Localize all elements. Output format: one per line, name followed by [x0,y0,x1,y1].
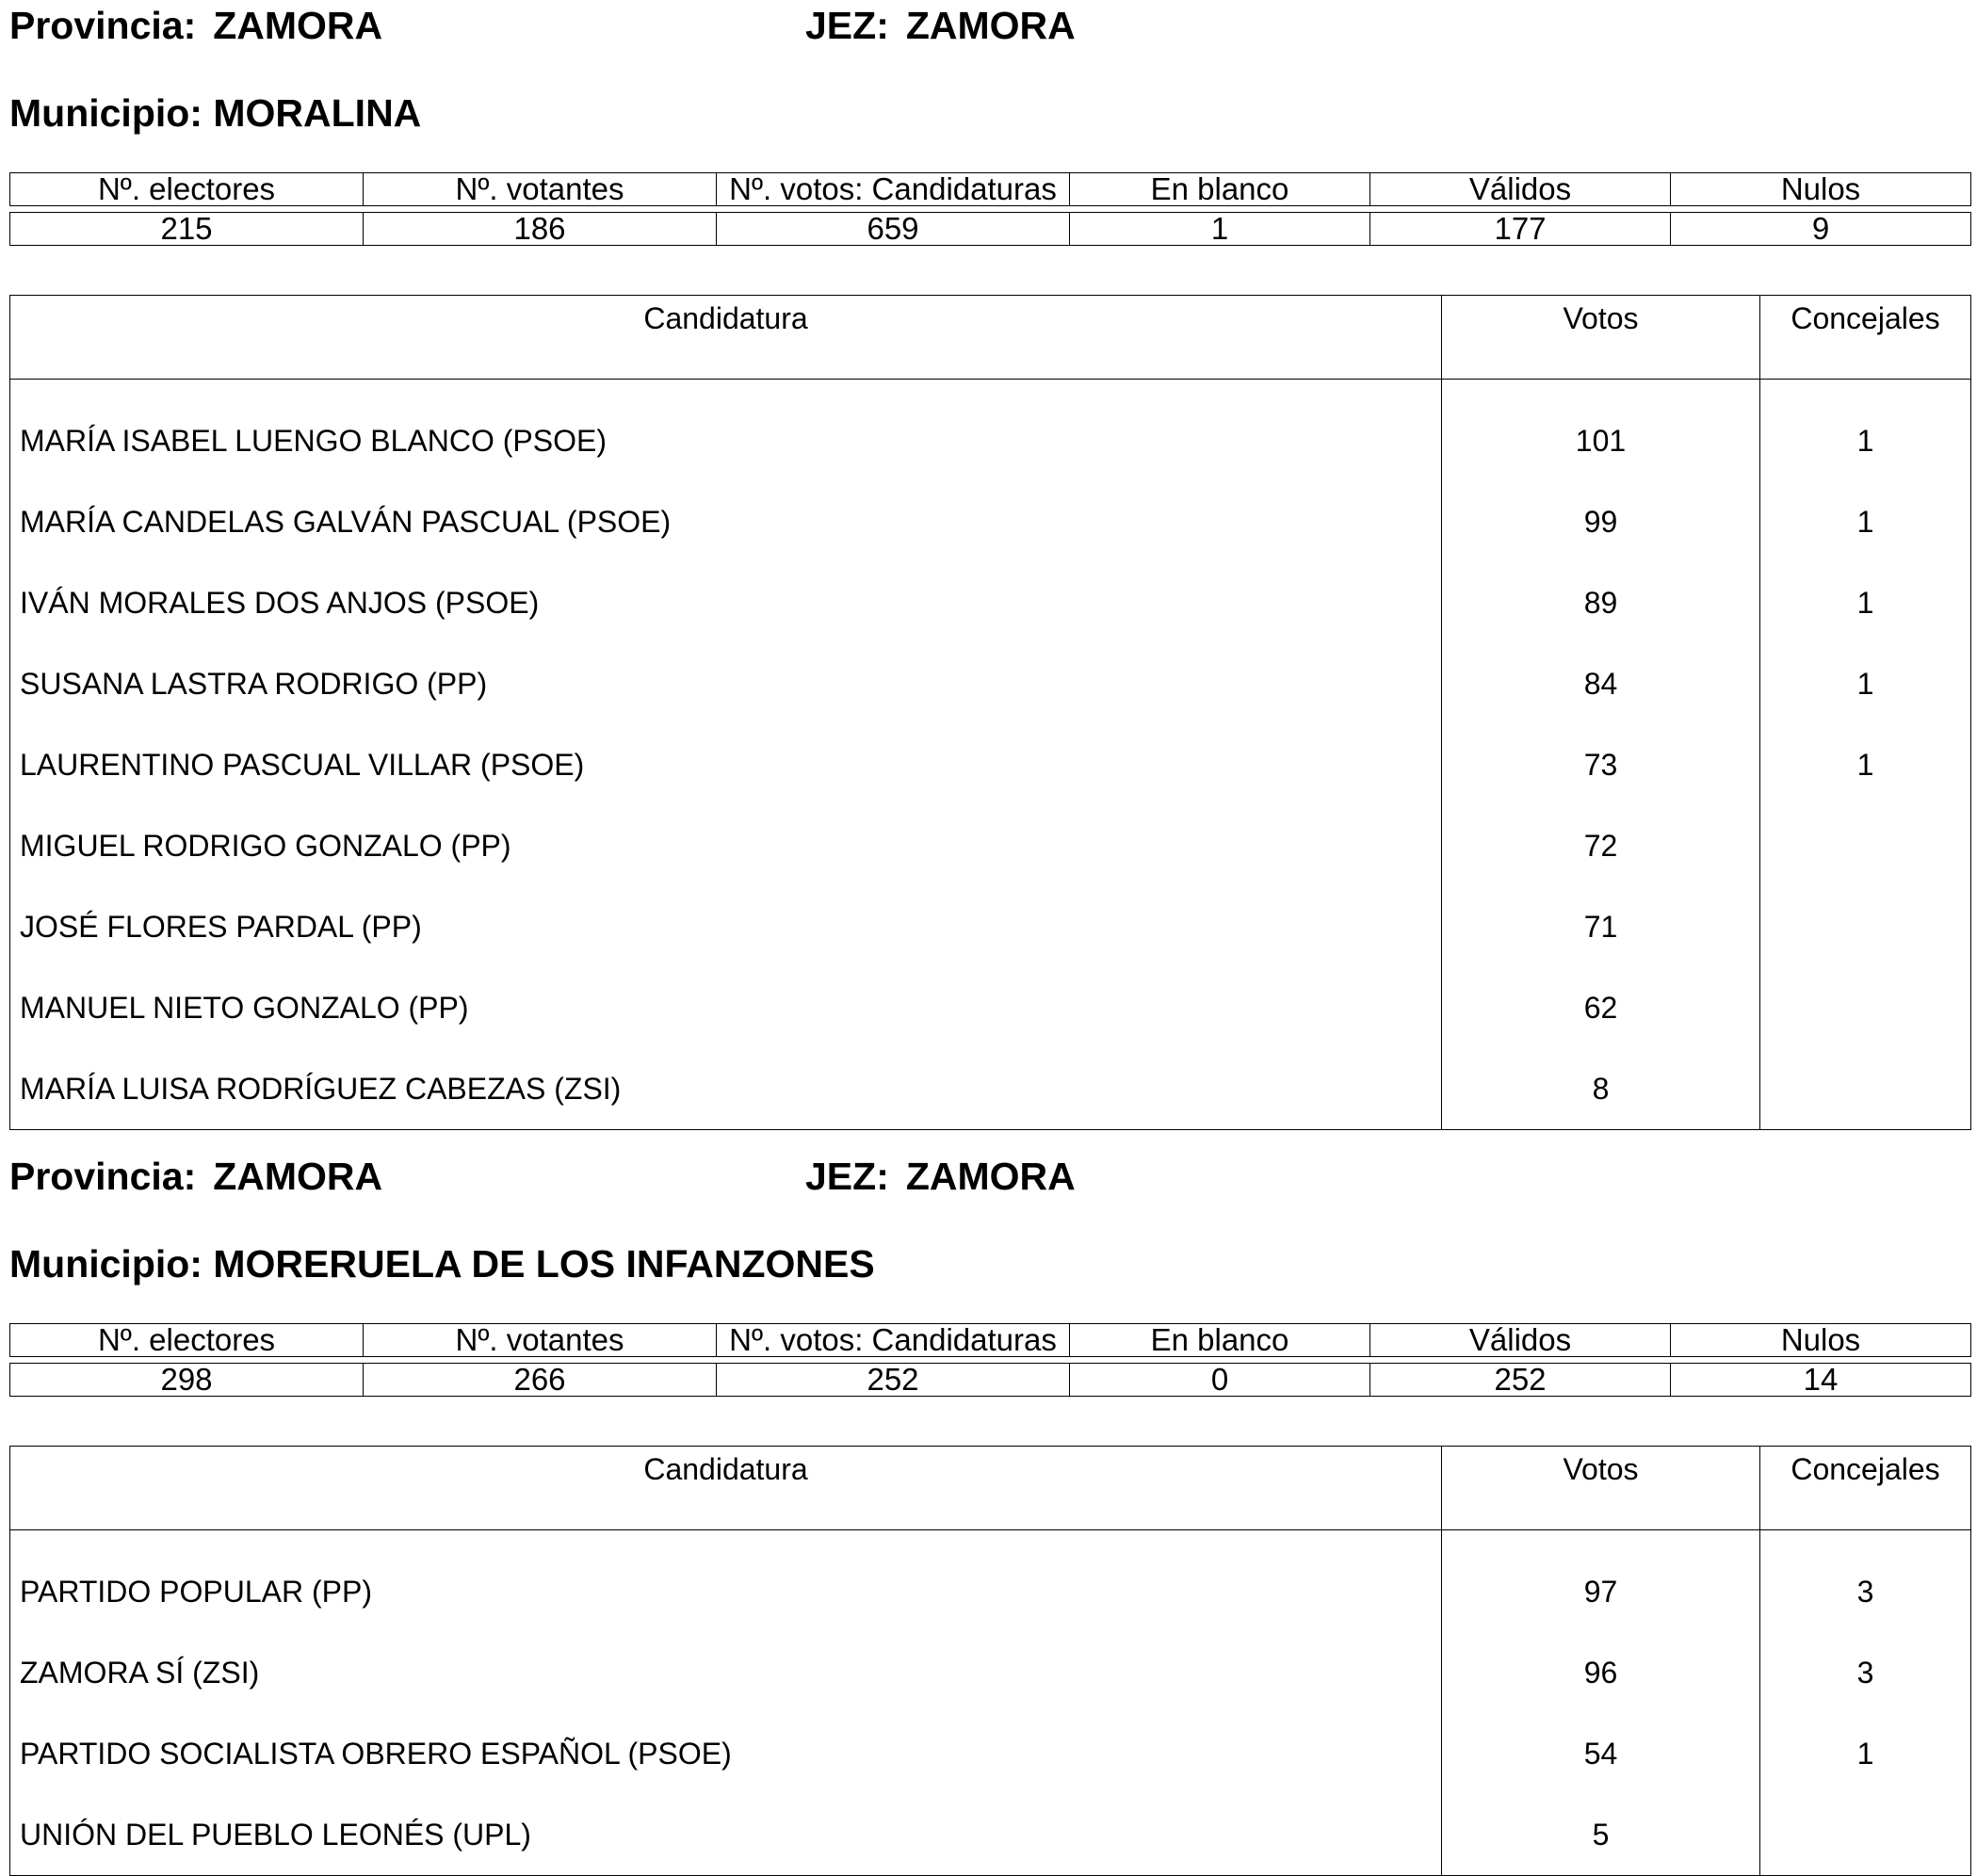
municipio-line [9,1242,875,1286]
stats-value: 186 [364,213,717,246]
header-votos: Votos [1442,296,1760,380]
stats-header: Nulos [1671,173,1971,206]
table-row [10,380,1971,482]
stats-header: Nº. votos: Candidaturas [717,173,1070,206]
candidate-votes: 96 [1442,1632,1760,1713]
candidate-name: PARTIDO POPULAR (PP) [20,1575,372,1609]
candidate-name: ZAMORA SÍ (ZSI) [20,1656,260,1690]
candidate-name: UNIÓN DEL PUEBLO LEONÉS (UPL) [20,1818,531,1852]
candidate-votes: 54 [1442,1713,1760,1794]
candidate-seats [1760,1048,1971,1130]
stats-value: 298 [10,1364,364,1397]
candidates-header-row [10,296,1971,380]
candidate-votes: 99 [1442,481,1760,562]
provincia-line [9,4,383,47]
candidate-seats: 3 [1760,1530,1971,1633]
candidate-name: SUSANA LASTRA RODRIGO (PP) [20,667,488,701]
candidate-votes: 89 [1442,562,1760,643]
candidate-votes: 62 [1442,967,1760,1048]
candidate-votes: 84 [1442,643,1760,724]
header-votos: Votos [1442,1447,1760,1530]
candidate-votes: 5 [1442,1794,1760,1876]
candidate-seats [1760,886,1971,967]
municipio-value: MORERUELA DE LOS INFANZONES [213,1242,875,1286]
stats-value: 266 [364,1364,717,1397]
section-moreruela [0,1151,1977,1852]
stats-header-row [10,173,1971,206]
stats-header: En blanco [1070,1324,1370,1357]
stats-value: 1 [1070,213,1370,246]
candidate-name: PARTIDO SOCIALISTA OBRERO ESPAÑOL (PSOE) [20,1737,732,1771]
candidate-votes: 71 [1442,886,1760,967]
candidate-name: MARÍA CANDELAS GALVÁN PASCUAL (PSOE) [20,505,672,539]
stats-value: 177 [1370,213,1671,246]
candidate-seats: 1 [1760,1713,1971,1794]
provincia-line [9,1157,382,1196]
stats-header: Nº. electores [10,173,364,206]
table-row [10,1632,1971,1713]
jez-label: JEZ: [805,4,889,47]
table-row [10,724,1971,805]
jez-label: JEZ: [805,1155,889,1198]
candidate-name: MANUEL NIETO GONZALO (PP) [20,991,469,1025]
stats-header: Válidos [1370,173,1671,206]
header-candidatura: Candidatura [10,1447,1442,1530]
jez-value: ZAMORA [905,1155,1076,1198]
candidate-name: IVÁN MORALES DOS ANJOS (PSOE) [20,586,540,620]
provincia-label: Provincia: [9,1155,197,1198]
candidates-table [9,1446,1971,1876]
table-row [10,1794,1971,1876]
table-row [10,562,1971,643]
stats-value: 659 [717,213,1070,246]
candidate-name: JOSÉ FLORES PARDAL (PP) [20,910,422,944]
municipio-label: Municipio: [9,91,203,135]
candidate-seats [1760,967,1971,1048]
provincia-value: ZAMORA [213,4,383,47]
provincia-label: Provincia: [9,4,197,47]
jez-value: ZAMORA [905,4,1076,47]
candidate-seats: 3 [1760,1632,1971,1713]
candidate-name: MIGUEL RODRIGO GONZALO (PP) [20,829,511,863]
stats-value: 0 [1070,1364,1370,1397]
header-concejales: Concejales [1760,296,1971,380]
candidate-name: MARÍA ISABEL LUENGO BLANCO (PSOE) [20,424,607,458]
candidate-seats: 1 [1760,724,1971,805]
stats-value: 252 [1370,1364,1671,1397]
candidate-seats: 1 [1760,562,1971,643]
candidate-seats: 1 [1760,643,1971,724]
stats-header: Nulos [1671,1324,1971,1357]
stats-header: Nº. votos: Candidaturas [717,1324,1070,1357]
stats-table [9,172,1971,246]
table-row [10,1048,1971,1130]
stats-value: 14 [1671,1364,1971,1397]
candidate-votes: 73 [1442,724,1760,805]
candidate-seats [1760,805,1971,886]
jez-line [805,4,1076,47]
candidate-votes: 97 [1442,1530,1760,1633]
table-row [10,805,1971,886]
table-row [10,886,1971,967]
candidate-name: MARÍA LUISA RODRÍGUEZ CABEZAS (ZSI) [20,1072,622,1106]
stats-header-row [10,1324,1971,1357]
stats-value: 215 [10,213,364,246]
table-row [10,1530,1971,1633]
table-row [10,643,1971,724]
stats-value: 252 [717,1364,1070,1397]
jez-line [805,1157,1076,1196]
stats-value-row [10,213,1971,246]
stats-table [9,1323,1971,1397]
municipio-line [9,91,422,135]
table-row [10,967,1971,1048]
stats-value: 9 [1671,213,1971,246]
candidate-votes: 8 [1442,1048,1760,1130]
stats-value-row [10,1364,1971,1397]
candidate-seats: 1 [1760,481,1971,562]
stats-header: Válidos [1370,1324,1671,1357]
provincia-value: ZAMORA [213,1155,383,1198]
municipio-label: Municipio: [9,1242,203,1286]
candidate-name: LAURENTINO PASCUAL VILLAR (PSOE) [20,748,585,782]
header-concejales: Concejales [1760,1447,1971,1530]
candidate-votes: 72 [1442,805,1760,886]
table-row [10,481,1971,562]
municipio-value: MORALINA [213,91,422,135]
stats-header: Nº. votantes [364,173,717,206]
table-row [10,1713,1971,1794]
candidates-table [9,295,1971,1130]
candidate-seats [1760,1794,1971,1876]
stats-header: En blanco [1070,173,1370,206]
stats-header: Nº. electores [10,1324,364,1357]
stats-header: Nº. votantes [364,1324,717,1357]
candidates-header-row [10,1447,1971,1530]
header-candidatura: Candidatura [10,296,1442,380]
candidate-votes: 101 [1442,380,1760,482]
candidate-seats: 1 [1760,380,1971,482]
